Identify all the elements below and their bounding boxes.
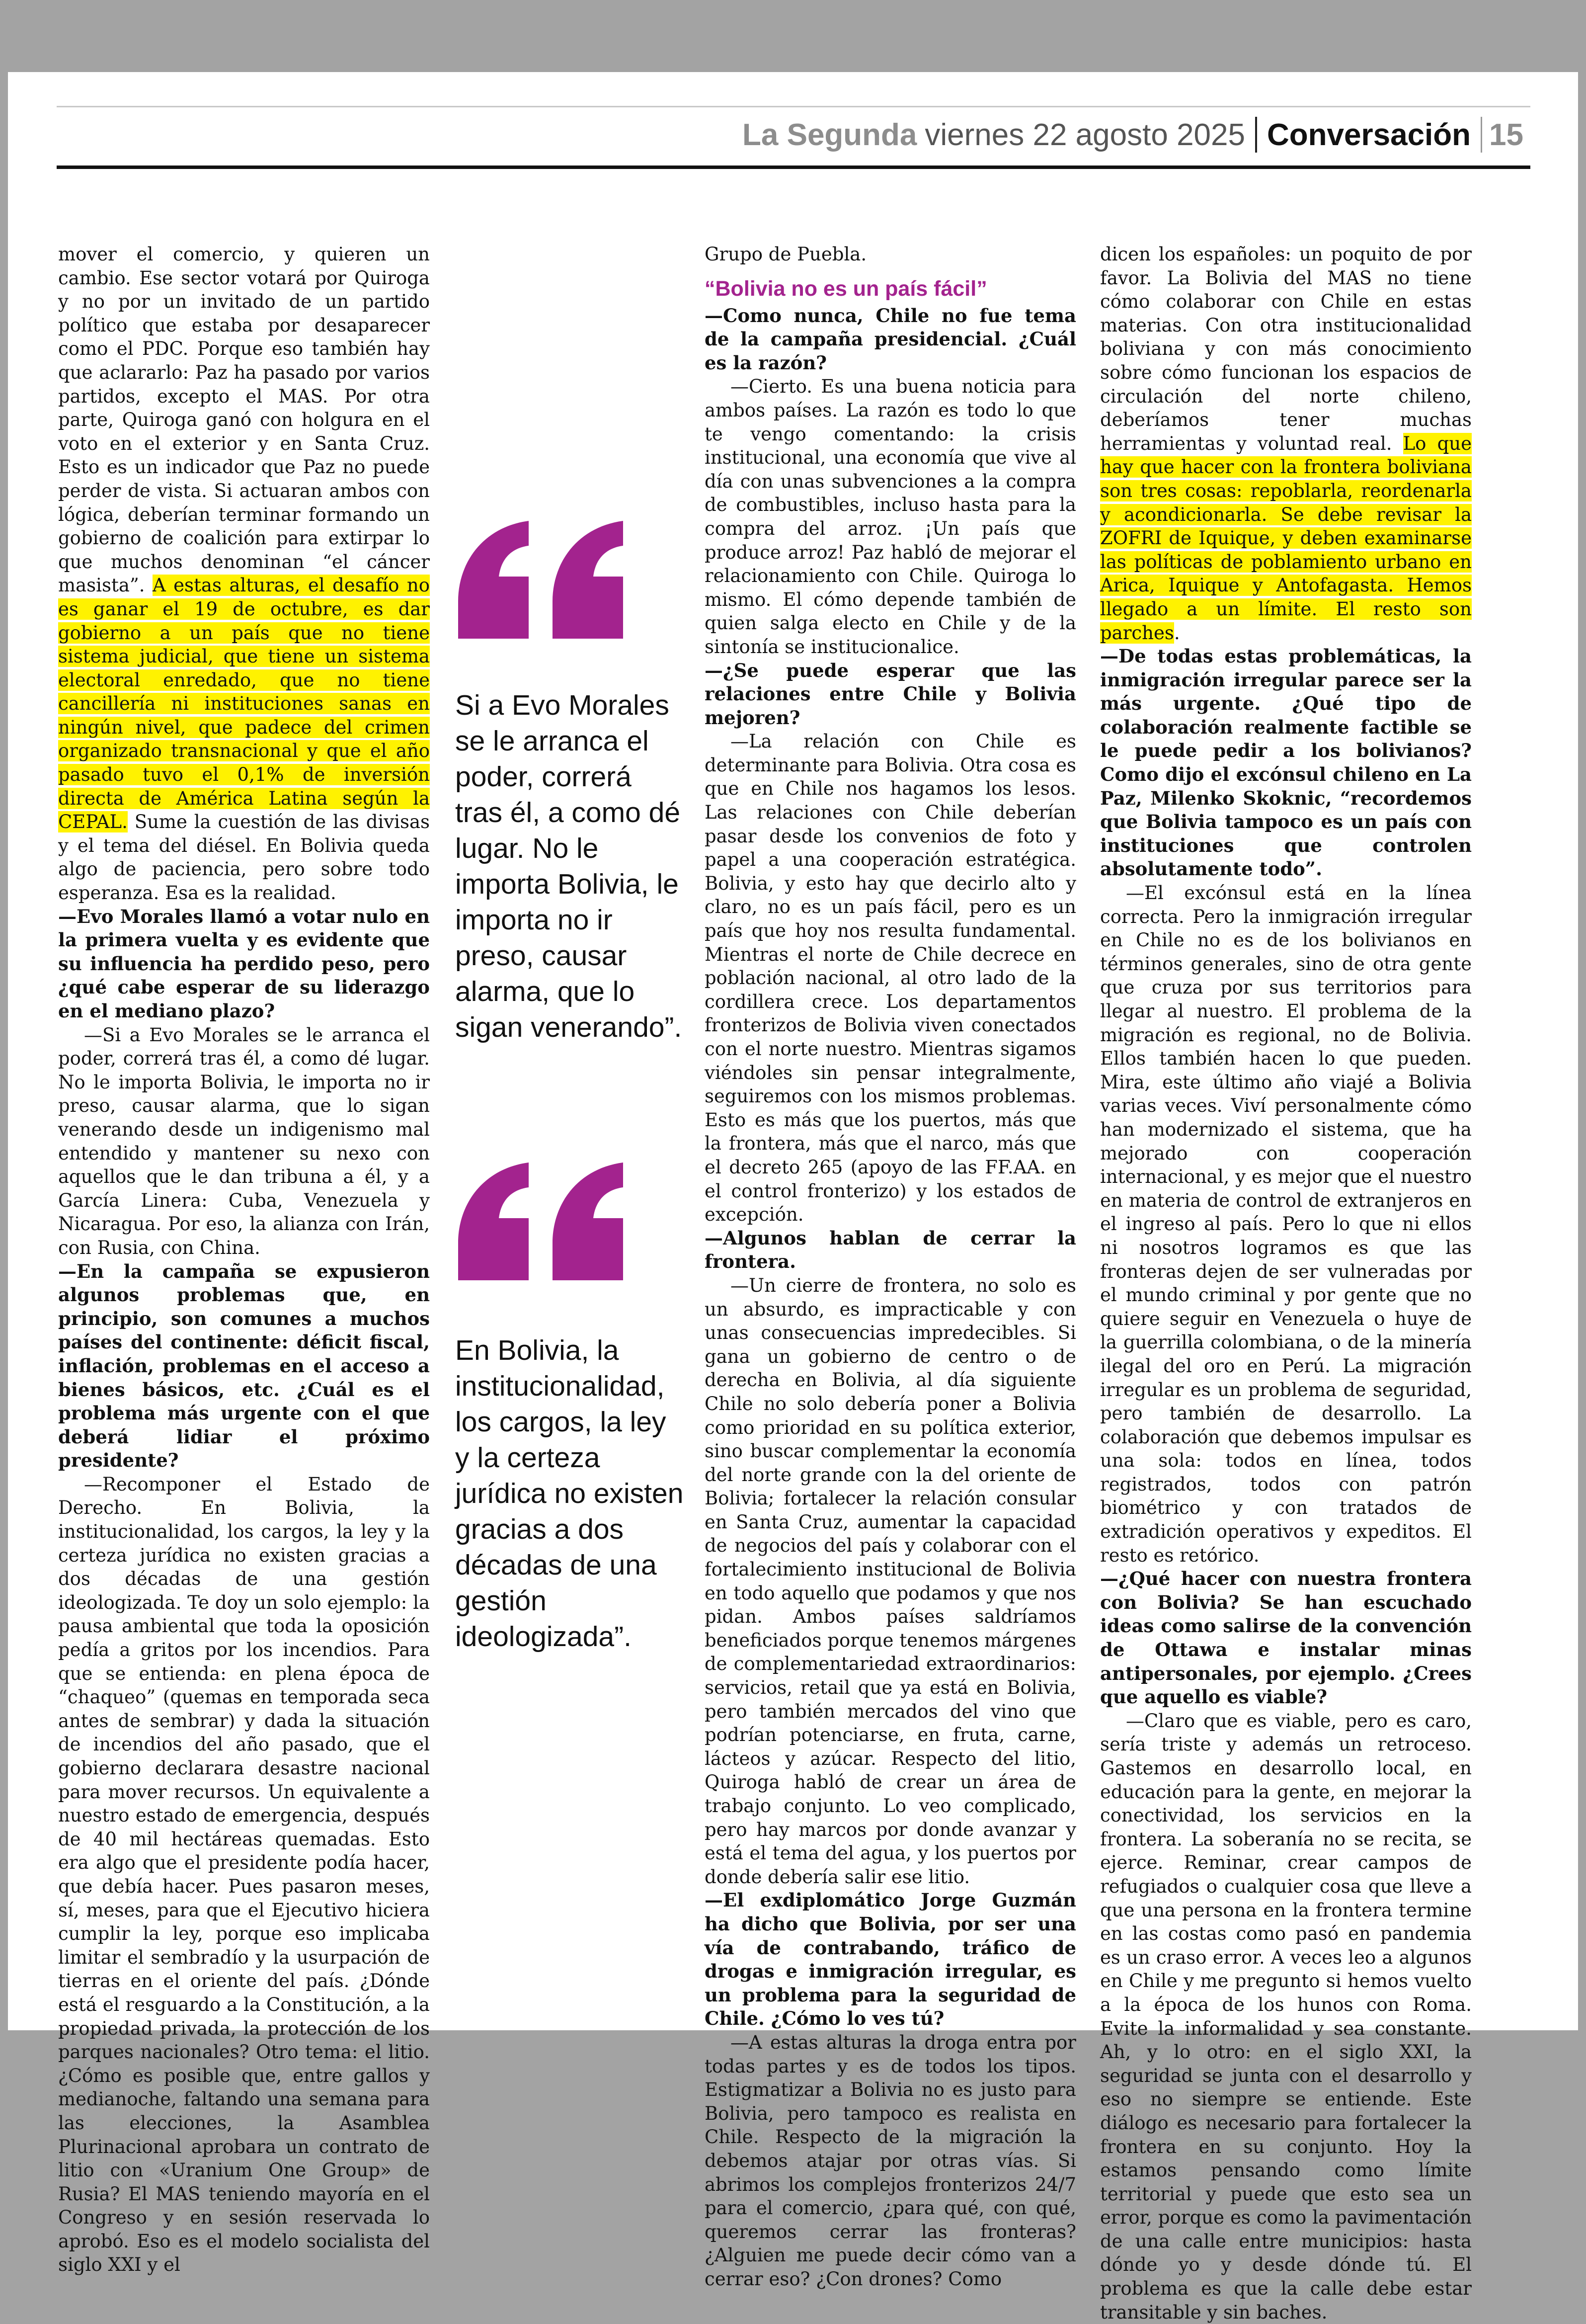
body-text: . — [1174, 622, 1180, 644]
publication-name: La Segunda — [742, 117, 917, 152]
interview-answer: —La relación con Chile es determinante para Bolivia. Otra cosa es que en Chile nos hagamos los lesos. Las relaciones con Chile deberían pasar desde los convenios de foto y papel a una cooperación estratégica. Bolivia, y esto hay que decirlo alto y claro, no es un país fácil, pero es un país que hoy nos resulta fundamental. Mientras el norte de Chile decrece en población nacional, al otro lado de la cordillera crece. Los departamentos fronterizos de Bolivia viven conectados con el norte nuestro. Mientras sigamos viéndoles sin pensar integralmente, seguiremos con los mismos problemas. Esto es más que los puertos, más que la frontera, más que el narco, más que el decreto 265 (apoyo de las FF.AA. en el control fronterizo) y los estados de excepción. — [705, 731, 1076, 1226]
interview-answer: —A estas alturas la droga entra por todas partes y es de todos los tipos. Estigmatizar a Bolivia no es justo para Bolivia, pero tampoco es realista en Chile. Respecto de la migración la debemos atajar por otras vías. Si abrimos los complejos fronterizos 24/7 para el comercio, ¿para qué, con qué, queremos cerrar las fronteras? ¿Alguien me puede decir cómo van a cerrar eso? ¿Con drones? Como — [705, 2031, 1076, 2290]
interview-answer: —Recomponer el Estado de Derecho. En Bolivia, la institucionalidad, los cargos, la ley y la certeza jurídica no existen gracias a dos décadas de una gestión ideologizada. Te doy un solo ejemplo: la pausa ambiental que toda la oposición pedía a gritos por los incendios. Para que se entienda: en plena época de “chaqueo” (quemas en temporada seca antes de sembrar) y dada la situación de incendios del año pasado, que el gobierno declarara desastre nacional para mover recursos. Un equivalente a nuestro estado de emergencia, después de 40 mil hectáreas quemadas. Esto era algo que el presidente podía hacer, que debía hacer. Pues pasaron meses, sí, meses, para que el Ejecutivo hiciera cumplir la ley, porque eso implicaba limitar el sembradío y la usurpación de tierras en el oriente del país. ¿Dónde está el resguardo a la Constitución, a la propiedad privada, la protección de los parques nacionales? Otro tema: el litio. ¿Cómo es posible que, entre gallos y medianoche, faltando una semana para las elecciones, la Asamblea Plurinacional aprobara un contrato de litio con «Uranium One Group» de Rusia? El MAS teniendo mayoría en el Congreso y en sesión reservada lo aprobó. Eso es el modelo socialista del siglo XXI y el — [58, 1473, 430, 2276]
header-rule — [57, 166, 1530, 169]
page-number-divider — [1481, 117, 1482, 153]
paragraph: Grupo de Puebla. — [705, 244, 867, 265]
highlighted-text: Lo que hay que hacer con la frontera boliviana son tres cosas: repoblarla, reordenarla y acondicionarla. Se debe revisar la ZOFRI de Iquique, y deben examinarse las políticas de poblamiento urbano en Arica, Iquique y Antofagasta. Hemos llegado a un límite. El resto son parches — [1100, 432, 1472, 644]
interview-answer: —Si a Evo Morales se le arranca el poder, correrá tras él, a como dé lugar. No le importa Bolivia, le importa no ir preso, causar alarma, que lo sigan venerando desde un indigenismo mal entendido y mantener su nexo con aquellos que le dan tribuna a él, y a García Linera: Cuba, Venezuela y Nicaragua. Por eso, la alianza con Irán, con Rusia, con China. — [58, 1024, 430, 1258]
issue-date: viernes 22 agosto 2025 — [925, 117, 1245, 152]
interview-question: —¿Se puede esperar que las relaciones entre Chile y Bolivia mejoren? — [705, 659, 1076, 729]
highlighted-text: A estas alturas, el desafío no es ganar el 19 de octubre, es dar gobierno a un país que no tiene sistema judicial, que tiene un sistema electoral enredado, que no tiene cancillería ni instituciones sanas en ningún nivel, que padece del crimen organizado transnacional y que el año pasado tuvo el 0,1% de inversión directa de América Latina según la CEPAL. — [58, 575, 430, 833]
article-column-3 — [705, 243, 1076, 2291]
interview-question: —Algunos hablan de cerrar la frontera. — [705, 1227, 1076, 1273]
body-text: mover el comercio, y quieren un cambio. Ese sector votará por Quiroga y no por un invitado de un partido político que estaba por desaparecer como el PDC. Porque eso también hay que aclararlo: Paz ha pasado por varios partidos, excepto el MAS. Por otra parte, Quiroga ganó con holgura en el voto en el exterior y en Santa Cruz. Esto es un indicador que Paz no puede perder de vista. Si actuaran ambos con lógica, deberían terminar formando un gobierno de coalición para extirpar lo que muchos denominan “el cáncer masista”. — [58, 244, 430, 596]
body-text: Sume la cuestión de las divisas y el tema del diésel. En Bolivia queda algo de paciencia, pero sobre todo esperanza. Esa es la realidad. — [58, 811, 430, 904]
masthead — [742, 114, 1523, 156]
paragraph — [58, 243, 430, 905]
interview-answer: —El excónsul está en la línea correcta. Pero la inmigración irregular en Chile no es de los bolivianos en términos generales, sino de otra gente que cruza por sus territorios para llegar al nuestro. El problema de la migración es regional, no de Bolivia. Ellos también hacen lo que pueden. Mira, este último año viajé a Bolivia varias veces. Viví personalmente cómo han modernizado el sistema, que ha mejorado con cooperación internacional, y es mejor que el nuestro en materia de control de extranjeros en el ingreso al país. Pero lo que ni ellos ni nosotros logramos es que las fronteras dejen de ser vulneradas por el mundo criminal y por gente que no quiere seguir en Venezuela o huye de la guerrilla colombiana, o de la minería ilegal del oro en Perú. La migración irregular es un problema de seguridad, pero también de desarrollo. La colaboración que debemos impulsar es una sola: todos en línea, todos registrados, todos con patrón biométrico y con tratados de extradición operativos y expeditos. El resto es retórico. — [1100, 882, 1472, 1566]
section-name: Conversación — [1267, 117, 1471, 152]
newspaper-page — [8, 72, 1578, 2323]
article-column-1 — [58, 243, 430, 2277]
interview-question: —Como nunca, Chile no fue tema de la campaña presidencial. ¿Cuál es la razón? — [705, 304, 1076, 374]
masthead-divider — [1255, 117, 1257, 153]
interview-answer: —Un cierre de frontera, no solo es un absurdo, es impracticable y con unas consecuencias impredecibles. Si gana un gobierno de centro o de derecha en Bolivia, al día siguiente Chile no solo debería poner a Bolivia como prioridad en su política exterior, sino buscar complementar la economía del norte grande con la del oriente de Bolivia; fortalecer la relación consular en Santa Cruz, aumentar la capacidad de negocios del país y colaborar con el fortalecimiento institucional de Bolivia en todo aquello que podamos y que nos pidan. Ambos países saldríamos beneficiados porque tenemos márgenes de complementariedad extraordinarios: servicios, retail que ya está en Bolivia, pero también mercados del vino que podrían potenciarse, en fruta, carne, lácteos y azúcar. Respecto del litio, Quiroga habló de crear un área de trabajo conjunto. Lo veo complicado, pero hay marcos por donde avanzar y está el tema del agua, y los puertos por donde debería salir ese litio. — [705, 1274, 1076, 1888]
header-rule-top — [57, 106, 1530, 107]
paragraph — [1100, 243, 1472, 645]
interview-question: —En la campaña se expusieron algunos problemas que, en principio, son comunes a muchos países del continente: déficit fiscal, inflación, problemas en el acceso a bienes básicos, etc. ¿Cuál es el problema más urgente con el que deberá lidiar el próximo presidente? — [58, 1260, 430, 1472]
interview-answer: —Cierto. Es una buena noticia para ambos países. La razón es todo lo que te vengo comentando: la crisis institucional, una economía que vive al día con unas subvenciones a la compra de combustibles, incluso hasta para la compra del arroz. ¡Un país que produce arroz! Paz habló de mejorar el relacionamiento con Chile. Quiroga lo mismo. El cómo depende también de quien salga electo en Chile y de la sintonía se institucionalice. — [705, 376, 1076, 658]
interview-question: —De todas estas problemáticas, la inmigración irregular parece ser la más urgente. ¿Qué tipo de colaboración realmente factible se le puede pedir a los bolivianos? Como dijo el excónsul chileno en La Paz, Milenko Skoknic, “recordemos que Bolivia tampoco es un país con instituciones que controlen absolutamente todo”. — [1100, 645, 1472, 880]
subheading: “Bolivia no es un país fácil” — [705, 276, 987, 301]
quote-mark-icon — [454, 1159, 627, 1283]
article-column-4 — [1100, 243, 1472, 2324]
body-text: dicen los españoles: un poquito de por favor. La Bolivia del MAS no tiene cómo colaborar con Chile en estas materias. Con otra institucionalidad boliviana y con más conocimiento sobre cómo funcionan los espacios de circulación del norte chileno, deberíamos tener muchas herramientas y voluntad real. — [1100, 244, 1472, 454]
interview-question: —¿Qué hacer con nuestra frontera con Bolivia? Se han escuchado ideas como salirse de la convención de Ottawa e instalar minas antipersonales, por ejemplo. ¿Crees que aquello es viable? — [1100, 1568, 1472, 1708]
pull-quote: Si a Evo Morales se le arranca el poder, correrá tras él, a como dé lugar. No le importa Bolivia, le importa no ir preso, causar alarma, que lo sigan venerando”. — [455, 689, 682, 1043]
quote-mark-icon — [454, 517, 627, 641]
interview-question: —El exdiplomático Jorge Guzmán ha dicho que Bolivia, por ser una vía de contrabando, tráfico de drogas e inmigración irregular, es un problema para la seguridad de Chile. ¿Cómo lo ves tú? — [705, 1889, 1076, 2030]
page-number: 15 — [1489, 117, 1523, 152]
interview-answer: —Claro que es viable, pero es caro, sería triste y además un retroceso. Gastemos en desarrollo local, en educación para la gente, en mejorar la conectividad, los servicios en la frontera. La soberanía no se recita, se ejerce. Reminar, crear campos de refugiados o cualquier cosa que lleve a que una persona en la frontera termine en las costas como pasó en pandemia es un craso error. A veces leo a algunos en Chile y me pregunto si hemos vuelto a la época de los hunos con Roma. Evite la informalidad y sea constante. Ah, y lo otro: en el siglo XXI, la seguridad se junta con el desarrollo y eso no siempre se entiende. Este diálogo es necesario para fortalecer la frontera en su conjunto. Hoy la estamos pensando como límite territorial y puede que esto sea un error, porque es como la pavimentación de una calle entre municipios: hasta dónde yo y desde dónde tú. El problema es que la calle debe estar transitable y sin baches. — [1100, 1710, 1472, 2323]
interview-question: —Evo Morales llamó a votar nulo en la primera vuelta y es evidente que su influencia ha perdido peso, pero ¿qué cabe esperar de su liderazgo en el mediano plazo? — [58, 905, 430, 1022]
pull-quote: En Bolivia, la institucionalidad, los cargos, la ley y la certeza jurídica no existen gracias a dos décadas de una gestión ideologizada”. — [455, 1334, 684, 1653]
